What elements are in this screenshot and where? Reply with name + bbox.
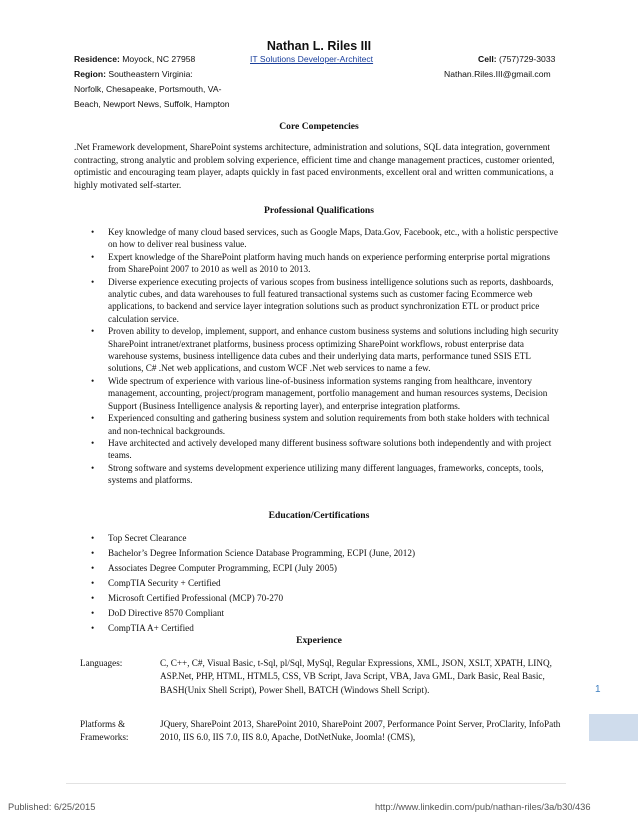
experience-label-line: Platforms & — [80, 719, 126, 729]
cell-label: Cell: — [478, 54, 497, 64]
region-line-2: Norfolk, Chesapeake, Portsmouth, VA- — [74, 84, 222, 94]
education-heading: Education/Certifications — [268, 510, 370, 521]
list-item — [74, 437, 564, 462]
bullet-icon: • — [91, 548, 95, 558]
list-item — [74, 532, 564, 544]
cell-line — [478, 52, 555, 67]
list-item-text: Have architected and actively developed many different business software solutions both independently and with project teams. — [108, 437, 552, 461]
qualifications-heading: Professional Qualifications — [264, 205, 374, 216]
region-label: Region: — [74, 69, 106, 79]
bullet-icon: • — [91, 375, 95, 386]
region-line — [74, 67, 193, 82]
list-item-text: Key knowledge of many cloud based services, such as Google Maps, Data.Gov, Facebook, etc., with a holistic perspective on how to deliver real business value. — [108, 227, 558, 250]
profile-url-link[interactable]: http://www.linkedin.com/pub/nathan-riles/3a/b30/436 — [375, 802, 591, 812]
bullet-icon: • — [91, 326, 95, 337]
resume-name: Nathan L. Riles III — [266, 39, 372, 53]
list-item-text: DoD Directive 8570 Compliant — [108, 608, 225, 618]
bullet-icon: • — [91, 276, 95, 287]
list-item-text: Top Secret Clearance — [108, 533, 187, 543]
page-number: 1 — [595, 684, 601, 695]
list-item-text: Associates Degree Computer Programming, ECPI (July 2005) — [108, 563, 337, 573]
bullet-icon: • — [91, 413, 95, 424]
experience-heading: Experience — [296, 635, 342, 646]
region-value: Southeastern Virginia: — [108, 69, 193, 79]
cell-value: (757)729-3033 — [499, 54, 556, 64]
list-item — [74, 276, 564, 326]
list-item — [74, 251, 564, 276]
list-item-text: Microsoft Certified Professional (MCP) 70-270 — [108, 593, 284, 603]
list-item — [74, 412, 564, 437]
footer-divider — [66, 783, 566, 784]
residence-value: Moyock, NC 27958 — [122, 54, 196, 64]
core-competencies-heading: Core Competencies — [279, 121, 359, 132]
list-item — [74, 462, 564, 487]
education-list — [74, 532, 564, 637]
bullet-icon: • — [91, 563, 95, 573]
list-item-text: CompTIA Security + Certified — [108, 578, 221, 588]
qualifications-list — [74, 226, 564, 487]
page-tab-marker — [589, 714, 638, 741]
bullet-icon: • — [91, 608, 95, 618]
experience-label — [80, 718, 160, 745]
bullet-icon: • — [91, 533, 95, 543]
email-address: Nathan.Riles.III@gmail.com — [444, 69, 551, 79]
list-item — [74, 226, 564, 251]
residence-line — [74, 52, 195, 67]
list-item-text: Expert knowledge of the SharePoint platform having much hands on experience performing enterprise portal migrations from SharePoint 2007 to 2010 as well as 2010 to 2013. — [108, 251, 550, 275]
list-item-text: Diverse experience executing projects of various scopes from business intelligence solutions such as reports, dashboards, analytic cubes, and data warehouses to full featured transactional systems such as customer facing Ecommerce web applications, to backend and service layer integration solutions such as product synchronization ETL or product price calculation service. — [108, 276, 554, 324]
bullet-icon: • — [91, 251, 95, 262]
bullet-icon: • — [91, 578, 95, 588]
list-item — [74, 622, 564, 634]
bullet-icon: • — [91, 623, 95, 633]
list-item — [74, 325, 564, 375]
bullet-icon: • — [91, 227, 95, 237]
list-item — [74, 547, 564, 559]
published-date: Published: 6/25/2015 — [8, 802, 96, 812]
list-item — [74, 375, 564, 412]
list-item-text: Experienced consulting and gathering business system and solution requirements from both stake holders with technical and non-technical backgrounds. — [108, 413, 550, 436]
list-item-text: Proven ability to develop, implement, support, and enhance custom business systems and solutions including high security SharePoint intranet/extranet platforms, business process optimizing SharePoint workflows, robust enterprise data warehouse systems, business intelligence data cubes and their underlying data marts, performance tuned SSIS ETL solutions, C# .Net web applications, and custom WCF .Net web services to name a few. — [108, 326, 559, 374]
list-item — [74, 562, 564, 574]
list-item-text: Strong software and systems development experience utilizing many different languages, frameworks, concepts, tools, systems and platforms. — [108, 462, 544, 486]
job-title-link[interactable]: IT Solutions Developer-Architect — [250, 54, 374, 64]
experience-label-line: Frameworks: — [80, 732, 129, 743]
residence-label: Residence: — [74, 54, 120, 64]
bullet-icon: • — [91, 437, 95, 448]
region-line-3: Beach, Newport News, Suffolk, Hampton — [74, 99, 230, 109]
list-item — [74, 607, 564, 619]
list-item — [74, 592, 564, 604]
list-item-text: CompTIA A+ Certified — [108, 623, 194, 633]
list-item-text: Wide spectrum of experience with various line-of-business information systems ranging from healthcare, inventory management, accounting, project/program management, portfolio management and human resources systems, Decision Support (Business Intelligence analysis & reporting layer), and enterprise integration platforms. — [108, 375, 548, 411]
experience-value: JQuery, SharePoint 2013, SharePoint 2010, SharePoint 2007, Performance Point Server, ProClarity, InfoPath 2010, IIS 6.0, IIS 7.0, IIS 8.0, Apache, DotNetNuke, Joomla! (CMS), — [160, 719, 561, 743]
list-item-text: Bachelor’s Degree Information Science Database Programming, ECPI (June, 2012) — [108, 548, 416, 558]
list-item — [74, 577, 564, 589]
experience-label: Languages: — [80, 658, 123, 668]
core-competencies-text: .Net Framework development, SharePoint systems architecture, administration and solutions, SQL data integration, government contracting, strong analytic and problem solving experience, efficient time and change management practices, customer oriented, optimistic and encouraging team player, adapts quickly in fast paced environments, excellent oral and written communications, a highly motivated self-starter. — [74, 143, 555, 191]
experience-value: C, C++, C#, Visual Basic, t-Sql, pl/Sql, MySql, Regular Expressions, XML, JSON, XSLT, XPATH, LINQ, ASP.Net, PHP, HTML, HTML5, CSS, VB Script, Java Script, VBA, Java GML, Dark Basic, Real Basic, BASH(Unix Shell Script), Power Shell, BATCH (Windows Shell Script). — [160, 658, 552, 695]
bullet-icon: • — [91, 593, 95, 603]
bullet-icon: • — [91, 462, 95, 473]
